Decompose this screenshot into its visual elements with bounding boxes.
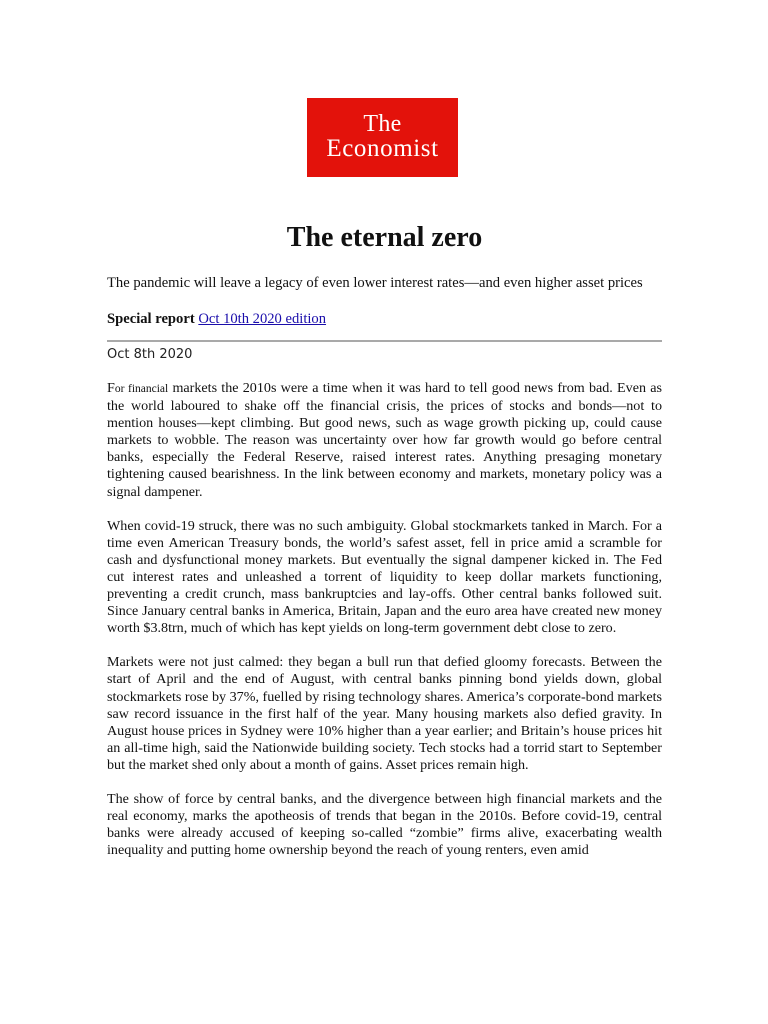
dropcap-smallcaps: or financial (114, 383, 169, 395)
paragraph-3: Markets were not just calmed: they began a bull run that defied gloomy forecasts. Between the start of April and the end of August, with central banks pinning bond yields down, global stockmarkets rose by 37%, fuelled by rising technology shares. America’s corporate-bond markets saw record issuance in the first half of the year. Many housing markets also defied gravity. In August house prices in Sydney were 10% higher than a year earlier; and Britain’s house prices hit an all-time high, said the Nationwide building society. Tech stocks had a torrid start to September but the market shed only about a month of gains. Asset prices remain high. (107, 654, 662, 773)
logo-line-2: Economist (326, 135, 439, 162)
paragraph-2: When covid-19 struck, there was no such ambiguity. Global stockmarkets tanked in March. For a time even American Treasury bonds, the world’s safest asset, fell in price amid a scramble for cash and dysfunctional money markets. But eventually the signal dampener kicked in. The Fed cut interest rates and unleashed a torrent of liquidity to keep dollar markets functioning, preventing a credit crunch, mass bankruptcies and lay-offs. Other central banks followed suit. Since January central banks in America, Britain, Japan and the euro area have created new money worth $3.8trn, much of which has kept yields on long-term government debt close to zero. (107, 517, 662, 637)
paragraph-1-text: markets the 2010s were a time when it was hard to tell good news from bad. Even as the world laboured to shake off the financial crisis, the prices of stocks and bonds—not to mention houses—kept climbing. But good news, such as wage growth picking up, could cause markets to wobble. The reason was uncertainty over how far growth would go before central banks, especially the Federal Reserve, raised interest rates. Anything presaging monetary tightening caused bearishness. In the link between economy and markets, monetary policy was a signal dampener. (107, 380, 662, 500)
divider (107, 340, 662, 342)
dropcap-letter: F (107, 380, 115, 396)
economist-logo[interactable] (307, 98, 458, 177)
article-title: The eternal zero (286, 222, 483, 253)
article-meta (107, 309, 326, 329)
article-body (107, 380, 662, 876)
publish-date: Oct 8th 2020 (107, 347, 193, 362)
article-subtitle: The pandemic will leave a legacy of even lower interest rates—and even higher asset prices (107, 275, 643, 291)
paragraph-1 (107, 380, 662, 501)
section-label: Special report (107, 311, 195, 327)
edition-link[interactable]: Oct 10th 2020 edition (198, 311, 327, 327)
logo-line-1: The (363, 111, 402, 137)
paragraph-4: The show of force by central banks, and the divergence between high financial markets and the real economy, marks the apotheosis of trends that began in the 2010s. Before covid-19, central banks were already accused of keeping so-called “zombie” firms alive, exacerbating wealth inequality and putting home ownership beyond the reach of young renters, even amid (107, 790, 662, 859)
